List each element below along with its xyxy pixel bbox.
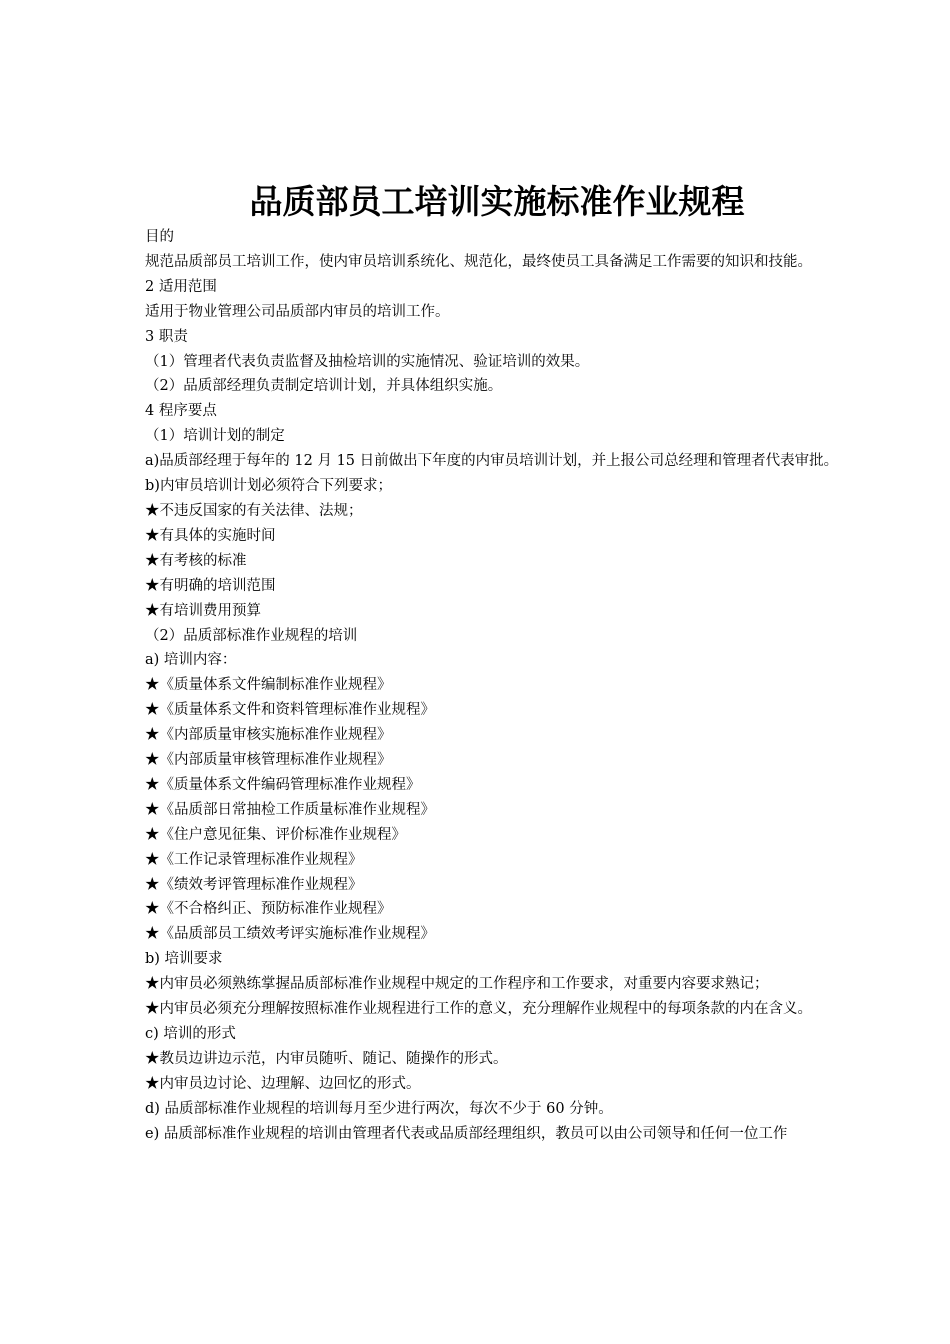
bullet-item: ★《品质部日常抽检工作质量标准作业规程》 [145,801,435,818]
bullet-item: ★《工作记录管理标准作业规程》 [145,851,363,868]
bullet-item: ★有明确的培训范围 [145,577,276,594]
subsection-heading: （1）培训计划的制定 [145,428,285,445]
bullet-item: ★《内部质量审核实施标准作业规程》 [145,727,392,744]
bullet-item: ★《品质部员工绩效考评实施标准作业规程》 [145,926,435,943]
bullet-item: ★内审员边讨论、边理解、边回忆的形式。 [145,1075,421,1092]
bullet-item: ★《内部质量审核管理标准作业规程》 [145,752,392,769]
list-heading: c) 培训的形式 [145,1026,236,1042]
bullet-item: ★有培训费用预算 [145,602,261,619]
bullet-item: ★教员边讲边示范，内审员随听、随记、随操作的形式。 [145,1050,508,1067]
bullet-item: ★内审员必须充分理解按照标准作业规程进行工作的意义，充分理解作业规程中的每项条款的内在含义。 [145,1001,812,1018]
bullet-item: ★《住户意见征集、评价标准作业规程》 [145,826,406,843]
bullet-item: ★有考核的标准 [145,552,247,569]
paragraph-plan: a)品质部经理于每年的 12 月 15 日前做出下年度的内审员培训计划，并上报公司总经理和管理者代表审批。 [145,453,839,470]
list-heading: a) 培训内容： [145,652,237,669]
section-heading-purpose: 目的 [145,229,174,245]
bullet-item: ★《质量体系文件编制标准作业规程》 [145,677,392,694]
bullet-item: ★《不合格纠正、预防标准作业规程》 [145,901,392,918]
bullet-item: ★不违反国家的有关法律、法规； [145,502,363,519]
section-heading-duties: 3 职责 [145,328,188,345]
subsection-heading: （2）品质部标准作业规程的培训 [145,627,358,644]
list-heading: b) 培训要求 [145,951,223,968]
document-body [145,225,850,1147]
bullet-item: ★《绩效考评管理标准作业规程》 [145,876,363,893]
bullet-item: ★《质量体系文件编码管理标准作业规程》 [145,776,421,793]
paragraph-frequency: d) 品质部标准作业规程的培训每月至少进行两次，每次不少于 60 分钟。 [145,1100,613,1117]
section-heading-scope: 2 适用范围 [145,278,217,295]
duty-item: （1）管理者代表负责监督及抽检培训的实施情况、验证培训的效果。 [145,353,590,370]
bullet-item: ★《质量体系文件和资料管理标准作业规程》 [145,702,435,719]
bullet-item: ★内审员必须熟练掌握品质部标准作业规程中规定的工作程序和工作要求，对重要内容要求熟记； [145,976,769,993]
bullet-item: ★有具体的实施时间 [145,527,276,544]
document-title: 品质部员工培训实施标准作业规程 [249,182,745,221]
paragraph-purpose: 规范品质部员工培训工作，使内审员培训系统化、规范化，最终使员工具备满足工作需要的知识和技能。 [145,253,812,270]
paragraph-requirements: b)内审员培训计划必须符合下列要求； [145,478,392,495]
duty-item: （2）品质部经理负责制定培训计划，并具体组织实施。 [145,378,503,395]
paragraph-organizer: e) 品质部标准作业规程的培训由管理者代表或品质部经理组织，教员可以由公司领导和任何一位工作 [145,1125,788,1142]
section-heading-procedure: 4 程序要点 [145,403,217,420]
paragraph-scope: 适用于物业管理公司品质部内审员的培训工作。 [145,303,450,320]
